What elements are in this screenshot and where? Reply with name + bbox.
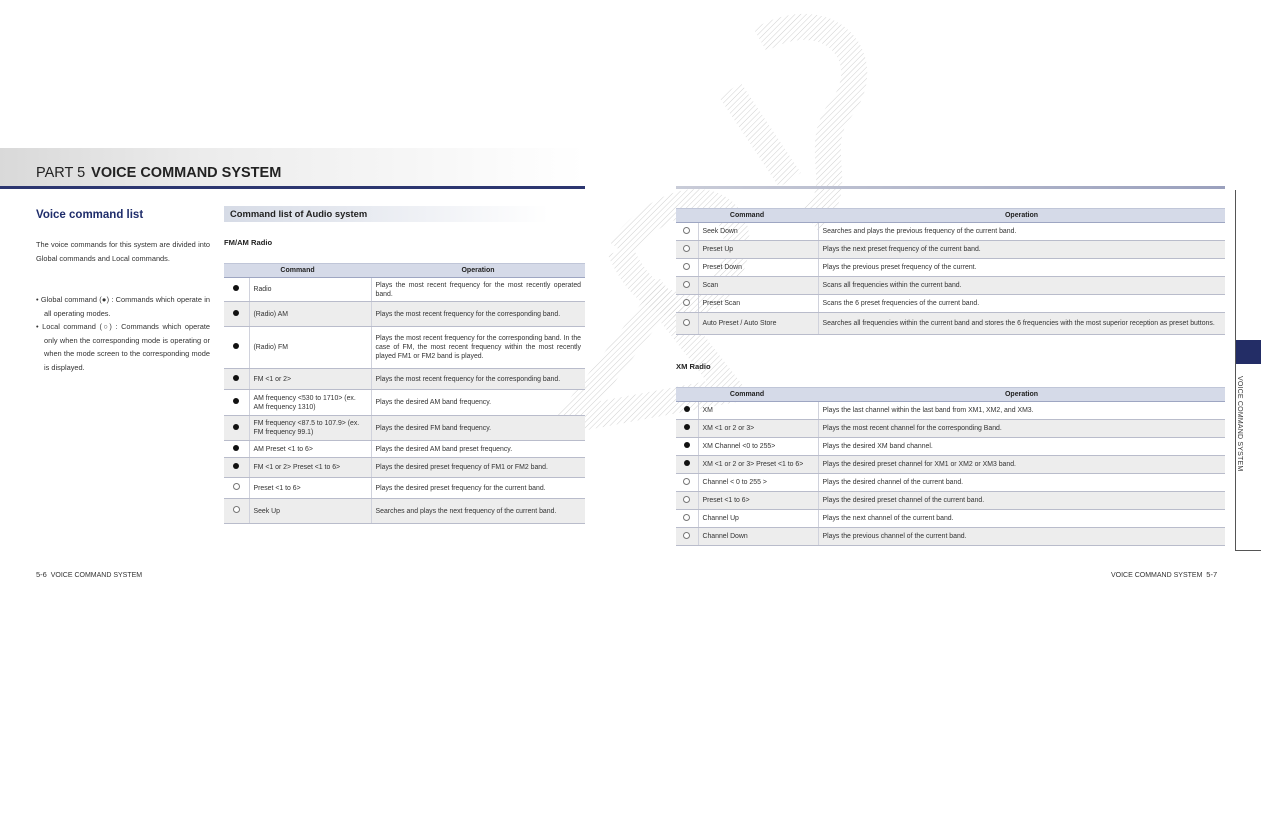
command-cell: Radio — [249, 278, 371, 302]
command-type-cell — [676, 277, 698, 295]
table-row — [224, 302, 585, 327]
global-command-icon — [233, 375, 239, 381]
table-row — [224, 416, 585, 441]
command-cell: XM Channel <0 to 255> — [698, 438, 818, 456]
command-cell: FM <1 or 2> — [249, 369, 371, 390]
operation-cell: Plays the most recent frequency for the corresponding band. In the case of FM, the most recent frequency within the most recently played FM1 or FM2 band is played. — [371, 327, 585, 369]
command-type-cell — [676, 510, 698, 528]
side-tab-text: VOICE COMMAND SYSTEM — [1236, 376, 1243, 472]
header-rule-right — [676, 186, 1225, 189]
col-command: Command — [676, 209, 818, 223]
section-title: Voice command list — [36, 209, 144, 221]
col-operation: Operation — [371, 264, 585, 278]
intro-paragraph: The voice commands for this system are divided into Global commands and Local commands. — [36, 240, 210, 263]
table-header — [676, 209, 1225, 223]
command-type-cell — [676, 295, 698, 313]
global-command-icon — [233, 445, 239, 451]
command-type-cell — [224, 369, 249, 390]
local-command-icon — [683, 263, 690, 270]
side-tab-line-bottom — [1235, 550, 1261, 551]
table-row — [676, 402, 1225, 420]
table-header — [224, 264, 585, 278]
local-command-icon — [683, 532, 690, 539]
local-command-icon — [683, 514, 690, 521]
footer-right — [1111, 570, 1217, 579]
command-type-cell — [224, 458, 249, 478]
global-command-icon — [684, 406, 690, 412]
local-command-icon — [683, 299, 690, 306]
table-row — [224, 327, 585, 369]
command-cell: Channel Down — [698, 528, 818, 546]
col-operation: Operation — [818, 388, 1225, 402]
global-command-icon — [233, 285, 239, 291]
command-cell: Channel < 0 to 255 > — [698, 474, 818, 492]
fmam-command-table-continued — [676, 208, 1225, 335]
legend-list — [36, 293, 210, 375]
command-type-cell — [224, 327, 249, 369]
operation-cell: Plays the last channel within the last band from XM1, XM2, and XM3. — [818, 402, 1225, 420]
table-row — [224, 369, 585, 390]
part-title: VOICE COMMAND SYSTEM — [91, 165, 282, 181]
global-command-icon — [233, 310, 239, 316]
audio-section-header — [224, 206, 585, 222]
command-type-cell — [224, 390, 249, 416]
command-cell: Scan — [698, 277, 818, 295]
command-type-cell — [224, 499, 249, 524]
command-cell: AM frequency <530 to 1710> (ex. AM frequency 1310) — [249, 390, 371, 416]
operation-cell: Searches and plays the previous frequency of the current band. — [818, 223, 1225, 241]
command-cell: Auto Preset / Auto Store — [698, 313, 818, 335]
table-row — [224, 458, 585, 478]
table-row — [676, 223, 1225, 241]
operation-cell: Scans all frequencies within the current band. — [818, 277, 1225, 295]
side-tab-line — [1235, 190, 1236, 551]
command-type-cell — [224, 278, 249, 302]
command-cell: XM <1 or 2 or 3> Preset <1 to 6> — [698, 456, 818, 474]
global-command-icon — [233, 424, 239, 430]
operation-cell: Plays the desired AM band frequency. — [371, 390, 585, 416]
command-cell: Seek Up — [249, 499, 371, 524]
command-type-cell — [676, 259, 698, 277]
local-command-icon — [233, 506, 240, 513]
footer-right-text: VOICE COMMAND SYSTEM — [1111, 572, 1203, 579]
command-cell: FM frequency <87.5 to 107.9> (ex. FM frequency 99.1) — [249, 416, 371, 441]
page-number-right: 5-7 — [1206, 570, 1218, 579]
command-type-cell — [676, 456, 698, 474]
operation-cell: Plays the most recent frequency for the corresponding band. — [371, 369, 585, 390]
operation-cell: Plays the desired preset frequency for the current band. — [371, 478, 585, 499]
table-row — [676, 474, 1225, 492]
table-row — [224, 278, 585, 302]
operation-cell: Searches and plays the next frequency of the current band. — [371, 499, 585, 524]
xm-command-table — [676, 387, 1225, 546]
command-cell: Preset <1 to 6> — [249, 478, 371, 499]
command-type-cell — [224, 416, 249, 441]
command-cell: AM Preset <1 to 6> — [249, 441, 371, 458]
footer-left — [36, 570, 142, 579]
local-command-icon — [233, 483, 240, 490]
legend-local: • Local command (○) : Commands which operate only when the corresponding mode is operating or when the mode screen to the corresponding mode is displayed. — [36, 322, 210, 372]
command-type-cell — [676, 474, 698, 492]
operation-cell: Plays the most recent channel for the corresponding Band. — [818, 420, 1225, 438]
part-label: PART 5 — [36, 165, 86, 181]
table-row — [676, 313, 1225, 335]
operation-cell: Plays the desired preset channel of the current band. — [818, 492, 1225, 510]
fmam-title: FM/AM Radio — [224, 238, 273, 247]
xm-title: XM Radio — [676, 362, 711, 371]
command-cell: XM — [698, 402, 818, 420]
command-cell: (Radio) AM — [249, 302, 371, 327]
local-command-icon — [683, 227, 690, 234]
col-operation: Operation — [818, 209, 1225, 223]
operation-cell: Plays the desired preset frequency of FM1 or FM2 band. — [371, 458, 585, 478]
footer-left-text: VOICE COMMAND SYSTEM — [50, 572, 143, 579]
operation-cell: Plays the most recent frequency for the most recently operated band. — [371, 278, 585, 302]
table-row — [676, 510, 1225, 528]
table-row — [676, 259, 1225, 277]
local-command-icon — [683, 281, 690, 288]
command-cell: Seek Down — [698, 223, 818, 241]
local-command-icon — [683, 496, 690, 503]
table-row — [224, 441, 585, 458]
table-row — [676, 420, 1225, 438]
local-command-icon — [683, 478, 690, 485]
col-command: Command — [676, 388, 818, 402]
command-type-cell — [676, 528, 698, 546]
command-type-cell — [676, 241, 698, 259]
command-cell: FM <1 or 2> Preset <1 to 6> — [249, 458, 371, 478]
operation-cell: Plays the most recent frequency for the corresponding band. — [371, 302, 585, 327]
table-row — [676, 528, 1225, 546]
table-row — [676, 438, 1225, 456]
operation-cell: Plays the previous channel of the current band. — [818, 528, 1225, 546]
command-type-cell — [224, 441, 249, 458]
side-tab-marker — [1236, 340, 1261, 364]
command-cell: Preset <1 to 6> — [698, 492, 818, 510]
operation-cell: Searches all frequencies within the current band and stores the 6 frequencies with the most superior reception as preset buttons. — [818, 313, 1225, 335]
command-type-cell — [224, 302, 249, 327]
command-type-cell — [676, 402, 698, 420]
operation-cell: Plays the desired FM band frequency. — [371, 416, 585, 441]
command-type-cell — [676, 420, 698, 438]
table-row — [224, 390, 585, 416]
command-cell: Channel Up — [698, 510, 818, 528]
audio-section-title: Command list of Audio system — [230, 208, 368, 219]
local-command-icon — [683, 245, 690, 252]
table-row — [676, 241, 1225, 259]
command-type-cell — [224, 478, 249, 499]
side-tab-label — [1236, 376, 1250, 480]
table-row — [676, 492, 1225, 510]
global-command-icon — [684, 460, 690, 466]
local-command-icon — [683, 319, 690, 326]
operation-cell: Plays the previous preset frequency of the current. — [818, 259, 1225, 277]
global-command-icon — [684, 442, 690, 448]
command-type-cell — [676, 492, 698, 510]
command-cell: Preset Scan — [698, 295, 818, 313]
col-command: Command — [224, 264, 371, 278]
table-row — [676, 456, 1225, 474]
command-type-cell — [676, 438, 698, 456]
header-rule — [0, 186, 585, 189]
global-command-icon — [233, 463, 239, 469]
command-cell: (Radio) FM — [249, 327, 371, 369]
operation-cell: Plays the next preset frequency of the current band. — [818, 241, 1225, 259]
operation-cell: Plays the next channel of the current band. — [818, 510, 1225, 528]
global-command-icon — [684, 424, 690, 430]
command-type-cell — [676, 223, 698, 241]
table-header — [676, 388, 1225, 402]
page-number-left: 5-6 — [36, 570, 47, 579]
operation-cell: Plays the desired preset channel for XM1 or XM2 or XM3 band. — [818, 456, 1225, 474]
operation-cell: Plays the desired channel of the current band. — [818, 474, 1225, 492]
table-row — [676, 277, 1225, 295]
command-cell: Preset Up — [698, 241, 818, 259]
operation-cell: Plays the desired AM band preset frequency. — [371, 441, 585, 458]
command-type-cell — [676, 313, 698, 335]
page-title — [36, 165, 281, 181]
global-command-icon — [233, 343, 239, 349]
command-cell: Preset Down — [698, 259, 818, 277]
command-cell: XM <1 or 2 or 3> — [698, 420, 818, 438]
operation-cell: Scans the 6 preset frequencies of the current band. — [818, 295, 1225, 313]
table-row — [224, 478, 585, 499]
global-command-icon — [233, 398, 239, 404]
table-row — [676, 295, 1225, 313]
legend-global: • Global command (●) : Commands which operate in all operating modes. — [36, 295, 210, 318]
fmam-command-table — [224, 263, 585, 524]
operation-cell: Plays the desired XM band channel. — [818, 438, 1225, 456]
table-row — [224, 499, 585, 524]
